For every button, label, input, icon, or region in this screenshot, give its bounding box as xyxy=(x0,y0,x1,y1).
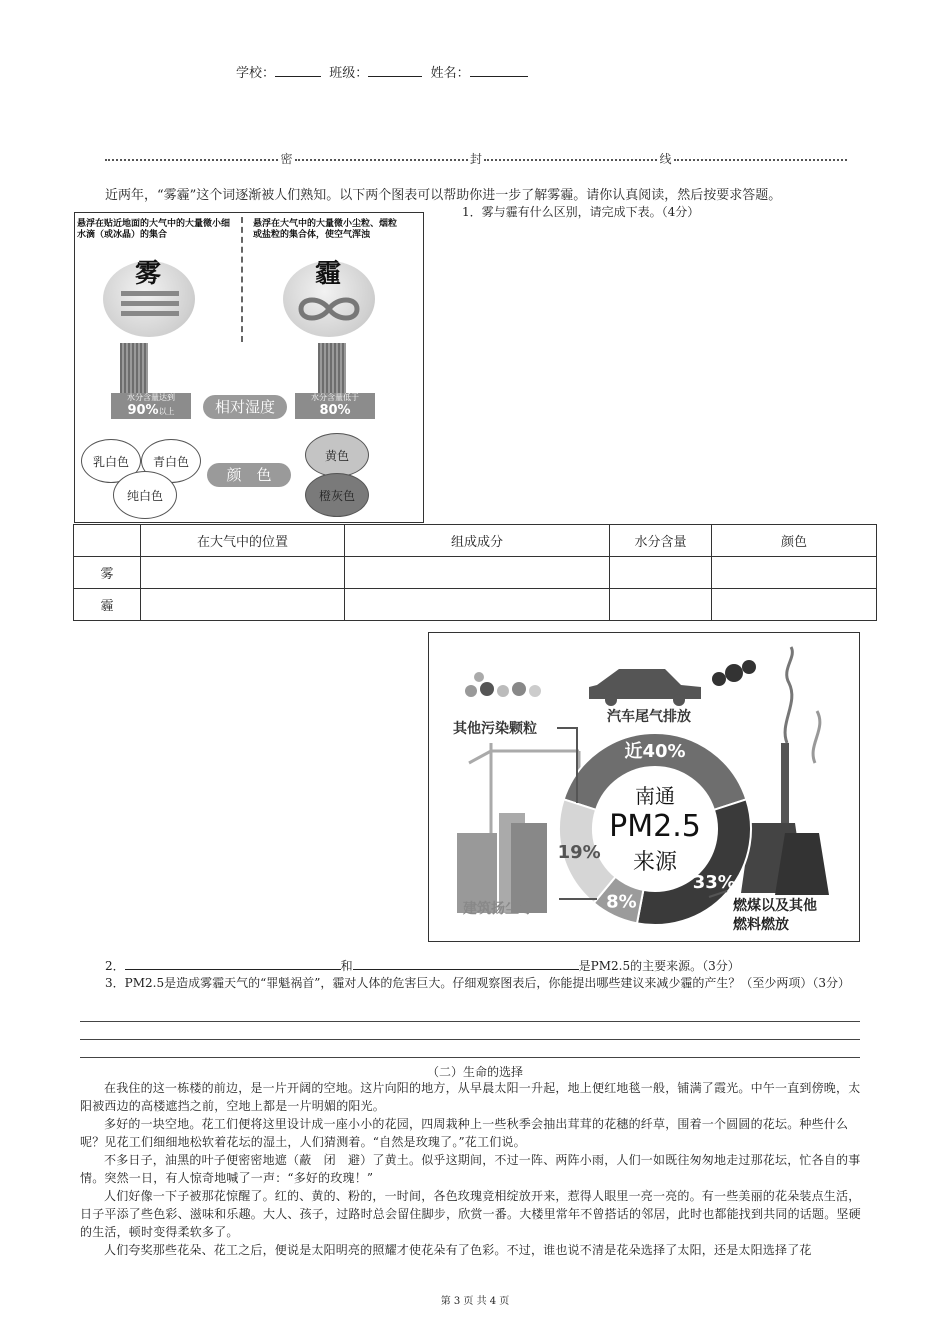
pm25-donut-chart xyxy=(429,633,859,941)
story-passage xyxy=(80,1079,870,1259)
legend-coal-line-1: 燃煤以及其他 xyxy=(733,898,817,914)
legend-car-exhaust: 汽车尾气排放 xyxy=(607,709,691,725)
student-info-header xyxy=(236,62,528,81)
q2-tail: 是PM2.5的主要来源。（3分） xyxy=(578,959,740,973)
fog-water-label: 水分含量达到 90%以上 xyxy=(111,393,191,419)
answer-cell[interactable] xyxy=(345,589,610,621)
question-2 xyxy=(105,957,740,974)
haze-char: 霾 xyxy=(315,259,342,289)
answer-cell[interactable] xyxy=(345,557,610,589)
legend-coal-line-2: 燃料燃放 xyxy=(733,917,789,933)
haze-color-2: 橙灰色 xyxy=(305,473,369,517)
chart-title-line-1: 南通 xyxy=(635,784,675,808)
value-label-3: 19% xyxy=(557,842,601,864)
car-icon xyxy=(589,660,756,706)
haze-color-1: 黄色 xyxy=(305,433,369,477)
seal-line xyxy=(105,150,847,167)
q2-blank-2[interactable] xyxy=(353,958,579,970)
intro-text: 近两年，“雾霾”这个词逐渐被人们熟知。以下两个图表可以帮助你进一步了解雾霾。请你认真阅读，然后按要求答题。 xyxy=(105,188,782,203)
table-header-cell: 颜色 xyxy=(712,525,877,557)
haze-water-label: 水分含量低于 80% xyxy=(295,393,375,419)
answer-cell[interactable] xyxy=(712,557,877,589)
fog-color-2: 青白色 xyxy=(141,439,201,483)
answer-cell[interactable] xyxy=(141,557,345,589)
seal-char-2: 封 xyxy=(469,152,482,166)
pm25-chart-panel xyxy=(428,632,860,942)
row-label: 霾 xyxy=(74,589,141,621)
divider xyxy=(241,217,243,342)
school-blank[interactable] xyxy=(275,64,321,77)
fog-haze-infographic xyxy=(74,212,424,523)
table-header-cell: 组成成分 xyxy=(345,525,610,557)
seal-char-3: 线 xyxy=(659,152,672,166)
table-header-row xyxy=(74,525,877,557)
fog-color-3: 纯白色 xyxy=(113,471,177,519)
fog-haze-table xyxy=(73,524,877,621)
section-title: （二）生命的选择 xyxy=(426,1065,523,1079)
color-label: 颜 色 xyxy=(207,463,291,487)
school-label: 学校： xyxy=(236,66,276,81)
name-blank[interactable] xyxy=(470,64,528,77)
legend-other-particles: 其他污染颗粒 xyxy=(453,721,537,737)
story-paragraph: 多好的一块空地。花工们便将这里设计成一座小小的花园，四周栽种上一些秋季会抽出茸茸的花穗的纤草，围着一个圆圆的花坛。种些什么呢？见花工们细细地松软着花坛的湿土，人们猜测着。“自然是玫瑰了。”花工们说。 xyxy=(80,1117,849,1149)
answer-cell[interactable] xyxy=(610,557,712,589)
story-paragraph: 不多日子，油黑的叶子便密密地遮（蔽 闭 避）了黄土。似乎这期间，不过一阵、两阵小雨，人们一如既往匆匆地走过那花坛，忙各自的事情。突然一日，有人惊奇地喊了一声：“多好的玫瑰！” xyxy=(80,1153,861,1185)
seal-char-1: 密 xyxy=(280,152,293,166)
haze-water-column xyxy=(318,343,346,393)
answer-line-2[interactable] xyxy=(80,1039,860,1040)
class-label: 班级： xyxy=(329,66,369,81)
infinity-icon xyxy=(293,295,365,323)
question-1: 1．雾与霾有什么区别，请完成下表。（4分） xyxy=(462,205,700,219)
value-label-2: 8% xyxy=(606,891,637,913)
table-row xyxy=(74,557,877,589)
table-header-cell: 水分含量 xyxy=(610,525,712,557)
page-footer: 第 3 页 共 4 页 xyxy=(440,1296,510,1307)
q2-and: 和 xyxy=(340,959,353,973)
question-3: 3．PM2.5是造成雾霾天气的“罪魁祸首”，霾对人体的危害巨大。仔细观察图表后，你能提出哪些建议来减少霾的产生？（至少两项）（3分） xyxy=(105,976,850,990)
table-row xyxy=(74,589,877,621)
table-header-cell: 在大气中的位置 xyxy=(141,525,345,557)
answer-line-1[interactable] xyxy=(80,1021,860,1022)
legend-construction-dust: 建筑扬尘等 xyxy=(463,901,533,917)
pollution-dots-icon xyxy=(465,672,541,697)
story-paragraph: 在我住的这一栋楼的前边，是一片开阔的空地。这片向阳的地方，从早晨太阳一升起，地上便红地毯一般，铺满了霞光。中午一直到傍晚，太阳被西边的高楼遮挡之前，空地上都是一片明媚的阳光。 xyxy=(80,1081,861,1113)
fog-lines-icon xyxy=(121,291,179,316)
table-header-cell xyxy=(74,525,141,557)
chart-title-line-3: 来源 xyxy=(632,850,678,875)
fog-water-column xyxy=(120,343,148,393)
humidity-label: 相对湿度 xyxy=(203,395,287,419)
value-label-1: 33% xyxy=(692,872,736,894)
value-label-0: 近40% xyxy=(624,741,686,762)
q2-number: 2． xyxy=(105,959,125,973)
fog-color-1: 乳白色 xyxy=(81,439,141,483)
answer-cell[interactable] xyxy=(712,589,877,621)
q2-blank-1[interactable] xyxy=(125,958,341,970)
haze-description: 悬浮在大气中的大量微小尘粒、烟粒或盐粒的集合体，使空气浑浊 xyxy=(253,219,398,240)
row-label: 雾 xyxy=(74,557,141,589)
chimney-icon xyxy=(741,647,829,895)
buildings-icon xyxy=(457,813,547,913)
fog-char: 雾 xyxy=(135,259,162,289)
fog-description: 悬浮在贴近地面的大气中的大量微小细水滴（或冰晶）的集合 xyxy=(77,219,231,240)
answer-cell[interactable] xyxy=(610,589,712,621)
answer-cell[interactable] xyxy=(141,589,345,621)
answer-line-3[interactable] xyxy=(80,1057,860,1058)
name-label: 姓名： xyxy=(430,66,470,81)
story-paragraph: 人们夸奖那些花朵、花工之后，便说是太阳明亮的照耀才使花朵有了色彩。不过，谁也说不清是花朵选择了太阳，还是太阳选择了花 xyxy=(104,1243,812,1257)
chart-title-line-2: PM2.5 xyxy=(609,809,701,844)
story-paragraph: 人们好像一下子被那花惊醒了。红的、黄的、粉的，一时间，各色玫瑰竞相绽放开来，惹得人眼里一亮一亮的。有一些美丽的花朵装点生活，日子平添了些色彩、滋味和乐趣。大人、孩子，过路时总会留住脚步，欣赏一番。大楼里常年不曾搭话的邻居，此时也都能找到共同的话题。坚硬的生活，顿时变得柔软多了。 xyxy=(80,1189,861,1239)
class-blank[interactable] xyxy=(368,64,422,77)
